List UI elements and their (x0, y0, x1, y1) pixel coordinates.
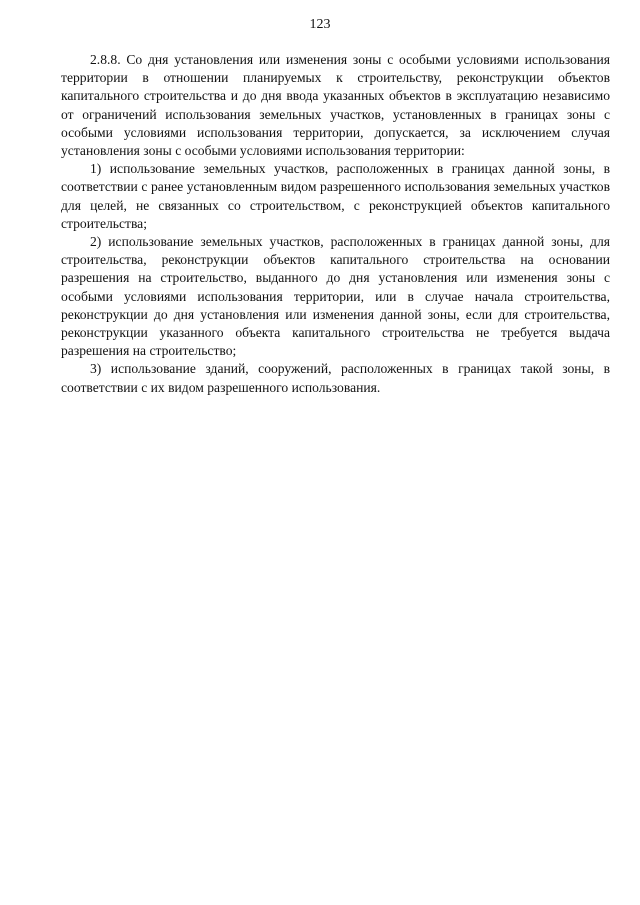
paragraph-2-8-8: 2.8.8. Со дня установления или изменения зоны с особыми условиями использования территории в отношении планируемых к строительству, реконструкции объектов капитального строительства и до дня ввода указанных объектов в эксплуатацию независимо от ограничений использования земельных участков, установленных в границах зоны с особыми условиями использования территории, допускается, за исключением случая установления зоны с особыми условиями использования территории: (61, 52, 610, 159)
list-item-1: 1) использование земельных участков, расположенных в границах данной зоны, в соответствии с ранее установленным видом разрешенного использования земельных участков для целей, не связанных со строительством, с реконструкцией объектов капитального строительства; (61, 161, 610, 231)
list-item-2: 2) использование земельных участков, расположенных в границах данной зоны, для строительства, реконструкции объектов капитального строительства на основании разрешения на строительство, выданного до дня установления или изменения зоны с особыми условиями использования территории, или в случае начала строительства, реконструкции до дня установления или изменения данной зоны, если для строительства, реконструкции указанного объекта капитального строительства не требуется выдача разрешения на строительство; (61, 234, 610, 359)
list-item-3: 3) использование зданий, сооружений, расположенных в границах такой зоны, в соответствии с их видом разрешенного использования. (61, 361, 610, 395)
document-body (61, 51, 610, 397)
page-number: 123 (309, 17, 331, 32)
